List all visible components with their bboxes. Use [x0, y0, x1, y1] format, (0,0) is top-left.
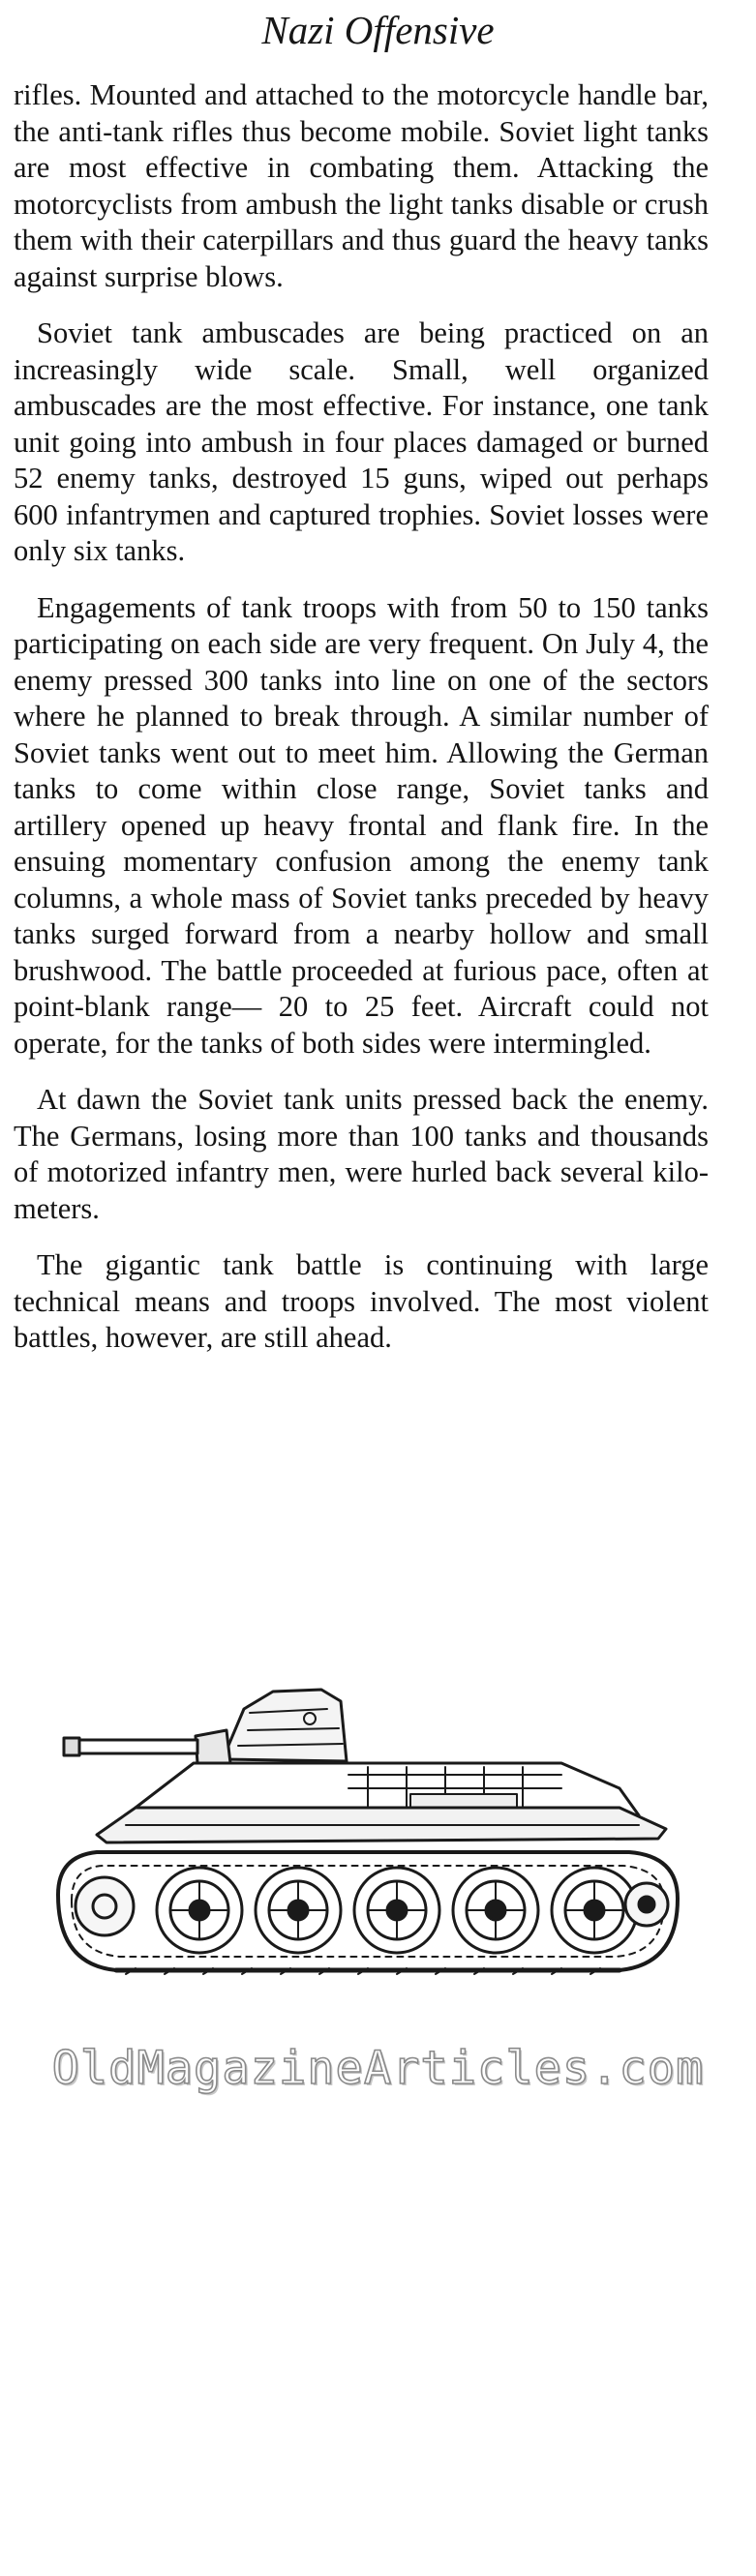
article-paragraph-4: At dawn the Soviet tank units pressed back the enemy. The Germans, losing more than 100 tanks and thousands of motorized infantry men, were hurled back several kilometers.: [14, 1083, 709, 1225]
article-body: [14, 77, 709, 1377]
soviet-tank-icon: [19, 1662, 697, 1992]
article-paragraph-2: Soviet tank ambuscades are being practiced on an increasingly wide scale. Small, well organized ambuscades are the most effective. For instance, one tank unit going into ambush in four places damaged or burned 52 enemy tanks, destroyed 15 guns, wiped out perhaps 600 infantrymen and captured trophies. Soviet losses were only six tanks.: [14, 316, 709, 567]
article-paragraph-1: rifles. Mounted and attached to the motorcycle handle bar, the anti-tank rifles thus become mobile. Soviet light tanks are most effective in combating them. Attacking the motorcyclists from ambush the light tanks disable or crush them with their caterpillars and thus guard the heavy tanks against surprise blows.: [14, 78, 709, 293]
page-header-title: Nazi Offensive: [261, 8, 495, 52]
article-paragraph-5: The gigantic tank battle is continuing with large technical means and troops involved. The most violent battles, however, are still ahead.: [14, 1248, 709, 1354]
article-paragraph-3: Engagements of tank troops with from 50 to 150 tanks participating on each side are very frequent. On July 4, the enemy pressed 300 tanks into line on one of the sectors where he planned to break through. A similar number of Soviet tanks went out to meet him. Allowing the German tanks to come within close range, Soviet tanks and artillery opened up heavy frontal and flank fire. In the ensuing momentary confusion among the enemy tank columns, a whole mass of Soviet tanks preceded by heavy tanks surged forward from a nearby hollow and small brushwood. The battle proceeded at furious pace, often at point-blank range— 20 to 25 feet. Aircraft could not operate, for the tanks of both sides were intermingled.: [14, 590, 709, 1060]
watermark-text: OldMagazineArticles.com: [51, 2042, 705, 2095]
